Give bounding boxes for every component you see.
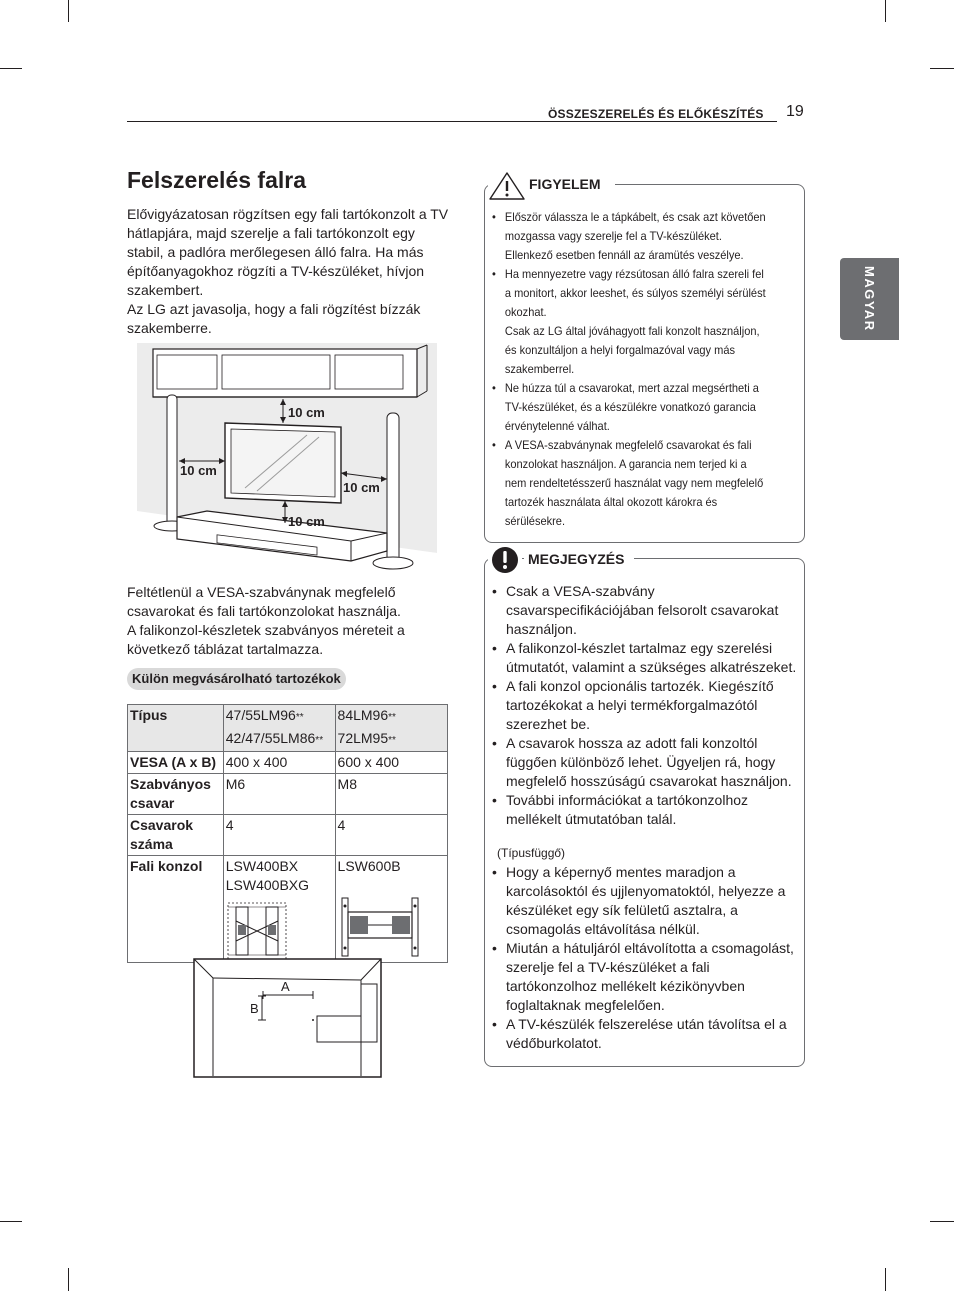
crop-mark [885,1268,886,1291]
crop-mark [0,68,22,69]
crop-mark [930,68,954,69]
list-item-text: Ha mennyezetre vagy rézsútosan álló falra szereli fel a monitort, akkor leeshet, és súlyos személyi sérülést okozhat. [504,267,766,319]
crop-mark [68,0,69,22]
table-cell: 600 x 400 [335,752,447,774]
crop-mark [0,1221,22,1222]
list-item [492,208,768,265]
list-item: • A fali konzol opcionális tartozék. Kiegészítő tartozékokat a helyi termékforgalmazótól szerezhet be. [492,677,797,734]
table-header-cell: Fali konzol [128,856,224,963]
crop-mark [68,1268,69,1291]
crop-mark [885,0,886,22]
section-header: ÖSSZESZERELÉS ÉS ELŐKÉSZÍTÉS [548,107,764,121]
vesa-paragraph-1: Feltétlenül a VESA-szabványnak megfelelő csavarokat és fali tartókonzolokat használja. [127,584,401,619]
table-cell [223,856,335,963]
page-title: Felszerelés falra [127,167,307,193]
table-row [128,856,448,963]
clearance-left-label: 10 cm [180,463,217,478]
model-suffix: ** [315,735,324,746]
table-cell: M8 [335,774,447,815]
clearance-top-label: 10 cm [288,405,325,420]
list-item [492,379,768,436]
wall-mount-clearance-diagram [137,343,437,573]
table-cell: 4 [335,815,447,856]
list-item-text: Ne húzza túl a csavarokat, mert azzal megsértheti a TV-készüléket, és a készülékre vonatkozó garancia érvénytelenné válhat. [504,381,759,433]
bracket-model: LSW600B [337,858,401,874]
list-item: • További információkat a tartókonzolhoz mellékelt útmutatóban talál. [492,791,797,829]
vesa-paragraph-2: A falikonzol-készletek szabványos méreteit a következő táblázat tartalmazza. [127,622,405,657]
list-item: • Hogy a képernyő mentes maradjon a karcolásoktól és ujjlenyomatoktól, helyezze a készüléket egy sík felületű asztalra, a csomagolás eltávolítása nélkül. [492,863,797,939]
tv-back-vesa-diagram [193,958,382,1078]
table-header-cell: Csavarok száma [128,815,224,856]
bracket-lsw400bx-image [226,901,288,961]
model-name: 84LM96 [337,707,389,723]
note-list [492,582,797,829]
list-item: • Csak a VESA-szabvány csavarspecifikációjában felsorolt csavarokat használjon. [492,582,797,639]
table-row [128,774,448,815]
clearance-bottom-label: 10 cm [288,514,325,529]
list-item: • A TV-készülék felszerelése után távolítsa el a védőburkolatot. [492,1015,797,1053]
header-rule [127,121,777,122]
list-item: • A csavarok hossza az adott fali konzoltól függően különböző lehet. Ügyeljen rá, hogy megfelelő hosszúságú csavarokat használjon. [492,734,797,791]
dimension-b-label: B [250,1001,259,1016]
table-cell: 4 [223,815,335,856]
model-name: 47/55LM96 [225,707,296,723]
model-suffix: ** [388,712,396,723]
list-item: • Miután a hátuljáról eltávolította a csomagolást, szerelje fel a TV-készüléket a fali tartókonzolhoz mellékelt kézikönyvben foglaltaknak megfelelően. [492,939,797,1015]
warning-list [492,208,768,531]
note-title: MEGJEGYZÉS [524,551,634,567]
list-item-text: Először válassza le a tápkábelt, és csak azt követően mozgassa vagy szerelje fel a TV-készüléket. Ellenkező esetben fennáll az áramütés veszélye. [504,210,766,262]
list-item-text: Csak az LG által jóváhagyott fali konzolt használjon, és konzultáljon a helyi forgalmazóval vagy más szakemberrel. [504,324,760,376]
warning-title: FIGYELEM [525,176,615,192]
clearance-right-label: 10 cm [343,480,380,495]
list-item: • A falikonzol-készlet tartalmaz egy szerelési útmutatót, valamint a szükséges alkatrészeket. [492,639,797,677]
model-name: 42/47/55LM86 [225,730,316,746]
table-cell: M6 [223,774,335,815]
list-item [492,265,768,379]
bracket-model: LSW400BX [225,858,299,874]
table-row [128,752,448,774]
table-cell [335,705,447,752]
table-cell [223,705,335,752]
note-list-2 [492,863,797,1053]
list-item-text: A VESA-szabványnak megfelelő csavarokat és fali konzolokat használjon. A garancia nem terjed ki a nem rendeltetésszerű használat vagy nem megfelelő tartozék használata által okozott károkra és sérülésekre. [504,438,764,528]
model-suffix: ** [295,712,304,723]
wall-mount-spec-table [127,704,448,963]
list-item [492,436,768,531]
table-header-cell: Típus [128,705,224,752]
bracket-model: LSW400BXG [225,877,310,893]
model-suffix: ** [388,735,396,746]
language-tab [840,258,899,340]
table-cell: 400 x 400 [223,752,335,774]
table-header-cell: Szabványos csavar [128,774,224,815]
note-exclamation-icon [488,545,522,575]
model-name: 72LM95 [337,730,389,746]
table-row [128,705,448,752]
bracket-lsw600b-image [338,896,422,960]
note-subheading: (Típusfüggő) [497,846,566,860]
language-tab-label: MAGYAR [862,266,877,332]
intro-paragraph-1: Elővigyázatosan rögzítsen egy fali tartókonzolt a TV hátlapjára, majd szerelje a fali tartókonzolt egy stabil, a padlóra merőlegesen álló falra. Ha más építőanyagokhoz rögzíti a TV-készüléket, hívjon szakembert. [127,206,449,298]
intro-paragraph-2: Az LG azt javasolja, hogy a fali rögzítést bízzák szakemberre. [127,301,421,336]
page-number: 19 [786,103,804,120]
table-header-cell: VESA (A x B) [128,752,224,774]
table-row [128,815,448,856]
accessories-badge: Külön megvásárolható tartozékok [127,668,346,690]
dimension-a-label: A [281,979,290,994]
warning-triangle-icon [488,171,526,201]
table-cell [335,856,447,963]
crop-mark [930,1221,954,1222]
